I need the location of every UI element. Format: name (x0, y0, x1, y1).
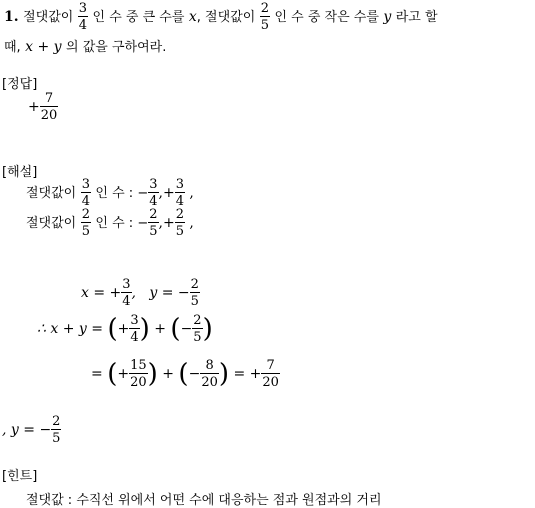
solution-row1-fraction: $\frac{3}{4}$ (81, 177, 90, 209)
answer-sign: + (28, 99, 40, 115)
eq3-minus: − (188, 366, 201, 382)
eq3-paren-open-1: ( (107, 359, 118, 389)
eq3-fraction-1: $\frac{15}{20}$ (130, 358, 147, 390)
problem-text-1a: 절댓값이 (23, 10, 74, 25)
eq2-paren-open-1: ( (107, 314, 118, 344)
eq1-left: x = + (81, 285, 122, 301)
problem-text-1d: 인 수 중 작은 수를 (274, 10, 379, 25)
eq3-paren-open-2: ( (178, 359, 189, 389)
solution-row1-mid: 인 수 : − (95, 186, 149, 201)
tail-fraction: $\frac{2}{5}$ (52, 414, 61, 446)
problem-text-2a: 때, (4, 40, 21, 55)
problem-number: 1. (4, 9, 19, 25)
problem-text-1b: 인 수 중 큰 수를 (92, 10, 185, 25)
eq3-left: = (91, 366, 108, 382)
eq3-result: = + (229, 366, 262, 382)
problem-text-2b: 의 값을 구하여라. (66, 40, 167, 55)
problem-fraction-2: $\frac{2}{5}$ (260, 1, 269, 33)
eq1-fraction-y: $\frac{2}{5}$ (190, 277, 199, 309)
eq2-fraction-2: $\frac{2}{5}$ (193, 313, 202, 345)
eq2-plus: + (117, 321, 130, 337)
eq3-fraction-2: $\frac{8}{20}$ (201, 358, 218, 390)
equation-1 (81, 278, 200, 308)
solution-row1-end: , (189, 185, 194, 201)
solution-row1-fraction-pos: $\frac{3}{4}$ (175, 177, 184, 209)
eq1-mid: , y = − (131, 285, 190, 301)
solution-row1-label: 절댓값이 (26, 186, 77, 201)
eq3-plus: + (117, 366, 130, 382)
eq2-op: + (149, 321, 171, 337)
answer-header: [정답] (2, 77, 38, 92)
eq2-paren-close-1: ) (139, 314, 150, 344)
problem-expression: x + y (25, 39, 62, 55)
eq1-fraction-x: $\frac{3}{4}$ (122, 277, 131, 309)
equation-3 (91, 359, 280, 389)
solution-row2-fraction-neg: $\frac{2}{5}$ (149, 207, 158, 239)
eq3-paren-close-2: ) (218, 359, 230, 389)
solution-row-2 (26, 208, 194, 238)
equation-2 (37, 314, 213, 344)
answer-fraction: $\frac{7}{20}$ (40, 91, 58, 123)
hint-text: 절댓값 : 수직선 위에서 어떤 수에 대응하는 점과 원점과의 거리 (26, 493, 382, 508)
problem-line-1 (4, 2, 438, 32)
problem-text-1c: , 절댓값이 (196, 10, 256, 25)
problem-text-1e: 라고 할 (395, 10, 438, 25)
eq2-fraction-1: $\frac{3}{4}$ (130, 313, 139, 345)
solution-row2-fraction: $\frac{2}{5}$ (81, 207, 90, 239)
problem-var-y: y (383, 9, 392, 25)
solution-row1-sep: ,+ (158, 185, 175, 201)
solution-row2-mid: 인 수 : − (95, 216, 149, 231)
eq2-paren-open-2: ( (170, 314, 181, 344)
eq2-minus: − (180, 321, 193, 337)
eq3-op: + (157, 366, 179, 382)
eq2-paren-close-2: ) (202, 314, 213, 344)
problem-line-2 (4, 36, 166, 55)
solution-tail (2, 415, 61, 445)
solution-row-1 (26, 178, 194, 208)
eq3-paren-close-1: ) (147, 359, 158, 389)
eq3-fraction-result: $\frac{7}{20}$ (262, 358, 279, 390)
solution-row2-sep: ,+ (158, 215, 175, 231)
tail-text: , y = − (2, 422, 52, 438)
solution-row2-end: , (189, 215, 194, 231)
solution-row1-fraction-neg: $\frac{3}{4}$ (149, 177, 158, 209)
hint-header: [힌트] (2, 469, 38, 484)
solution-header: [해설] (2, 165, 38, 180)
solution-row2-label: 절댓값이 (26, 216, 77, 231)
solution-row2-fraction-pos: $\frac{2}{5}$ (175, 207, 184, 239)
problem-fraction-1: $\frac{3}{4}$ (78, 1, 88, 33)
problem-var-x: x (188, 9, 197, 25)
eq2-left: ∴ x + y = (37, 321, 108, 337)
answer-value (28, 92, 58, 122)
